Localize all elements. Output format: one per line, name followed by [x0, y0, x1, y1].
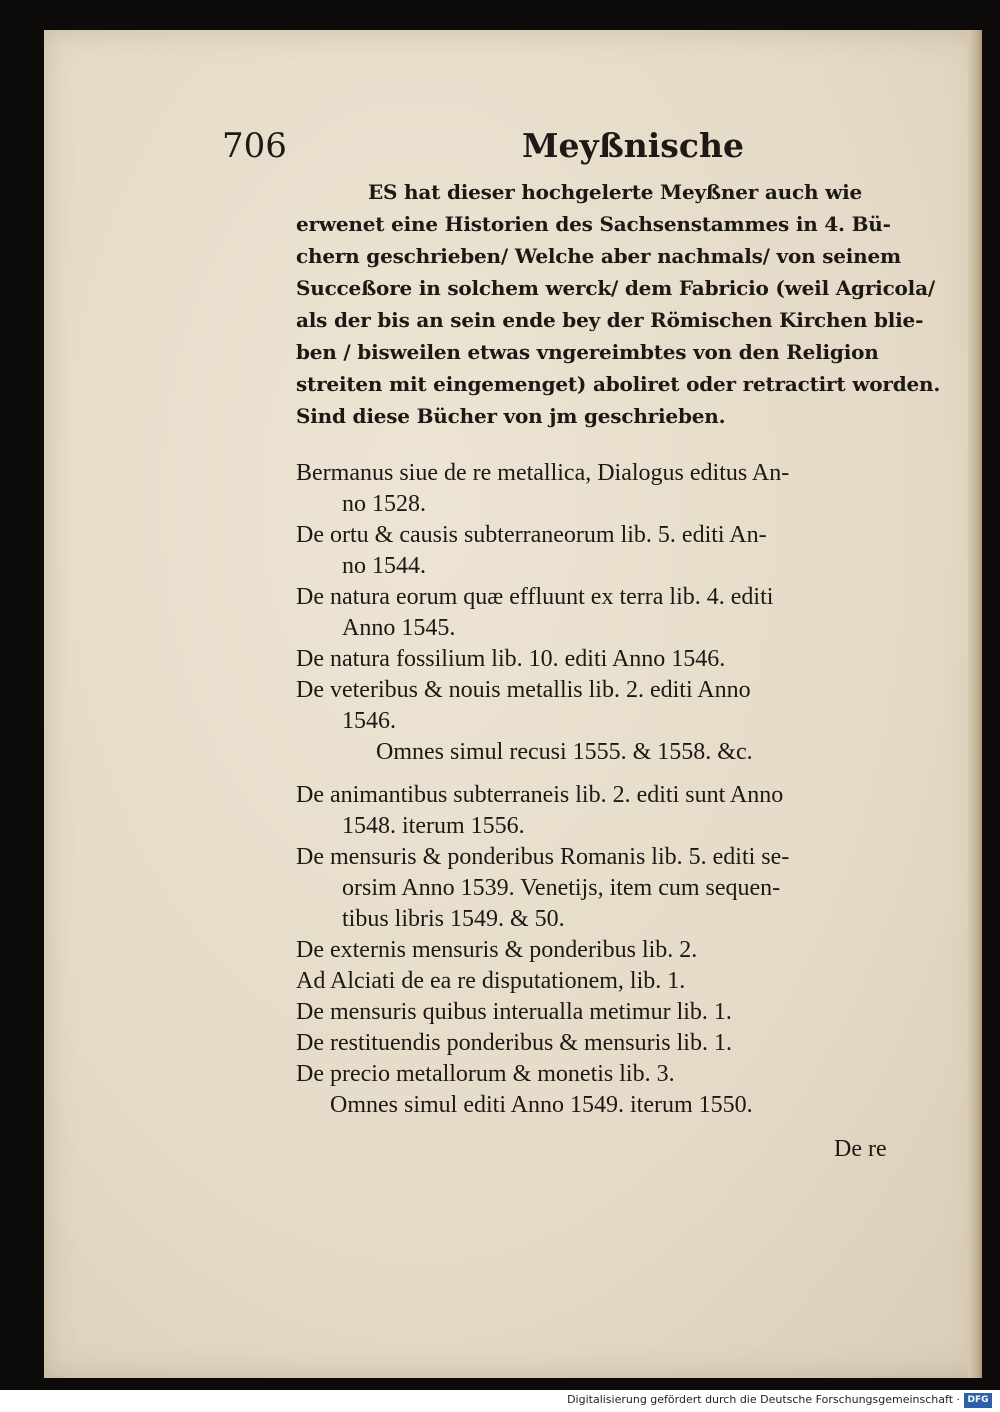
list-item: De mensuris & ponderibus Romanis lib. 5. editi se-	[296, 844, 790, 870]
list-item: Ad Alciati de ea re disputationem, lib. 1.	[296, 968, 686, 994]
text-line: Succeßore in solchem werck/ dem Fabricio (weil Agricola/	[296, 276, 935, 300]
list-item: De veteribus & nouis metallis lib. 2. editi Anno	[296, 677, 751, 703]
list-item-continuation: Anno 1545.	[342, 615, 456, 641]
list-item-continuation: tibus libris 1549. & 50.	[342, 906, 565, 932]
page-number: 706	[222, 126, 287, 166]
page-header	[44, 126, 982, 176]
list-item: De precio metallorum & monetis lib. 3.	[296, 1061, 675, 1087]
text-line: chern geschrieben/ Welche aber nachmals/ von seinem	[296, 244, 902, 268]
text-line: ben / bisweilen etwas vngereimbtes von den Religion	[296, 340, 879, 364]
list-item: De mensuris quibus interualla metimur lib. 1.	[296, 999, 732, 1025]
list-item: De animantibus subterraneis lib. 2. editi sunt Anno	[296, 782, 784, 808]
dfg-logo-icon: DFG	[964, 1393, 992, 1408]
list-item: De restituendis ponderibus & mensuris lib. 1.	[296, 1030, 732, 1056]
text-line: Sind diese Bücher von jm geschrieben.	[296, 404, 726, 428]
list-item-continuation: 1546.	[342, 708, 396, 734]
catchword: De re	[834, 1136, 887, 1162]
list-item: De ortu & causis subterraneorum lib. 5. editi An-	[296, 522, 767, 548]
text-line: erwenet eine Historien des Sachsenstammes in 4. Bü-	[296, 212, 891, 236]
list-item: De natura fossilium lib. 10. editi Anno 1546.	[296, 646, 726, 672]
book-page	[44, 30, 982, 1378]
summary-line: Omnes simul recusi 1555. & 1558. &c.	[376, 739, 753, 765]
list-item-continuation: orsim Anno 1539. Venetijs, item cum sequen-	[342, 875, 781, 901]
list-item: De natura eorum quæ effluunt ex terra lib. 4. editi	[296, 584, 774, 610]
bibliography-list	[296, 458, 920, 1121]
text-line: ES hat dieser hochgelerte Meyßner auch wie	[368, 180, 863, 204]
footer-credit: Digitalisierung gefördert durch die Deutsche Forschungsgemeinschaft ·	[567, 1393, 960, 1406]
summary-line: Omnes simul editi Anno 1549. iterum 1550.	[330, 1092, 753, 1118]
running-head: Meyßnische	[522, 126, 744, 165]
list-item-continuation: no 1528.	[342, 491, 426, 517]
list-item-continuation: 1548. iterum 1556.	[342, 813, 525, 839]
page-edge	[968, 30, 982, 1378]
footer-bar	[0, 1390, 1000, 1412]
text-line: streiten mit eingemenget) aboliret oder retractirt worden.	[296, 372, 941, 396]
text-line: als der bis an sein ende bey der Römischen Kirchen blie-	[296, 308, 924, 332]
german-paragraph	[296, 176, 941, 432]
list-item: Bermanus siue de re metallica, Dialogus editus An-	[296, 460, 790, 486]
list-item-continuation: no 1544.	[342, 553, 426, 579]
list-item: De externis mensuris & ponderibus lib. 2.	[296, 937, 698, 963]
